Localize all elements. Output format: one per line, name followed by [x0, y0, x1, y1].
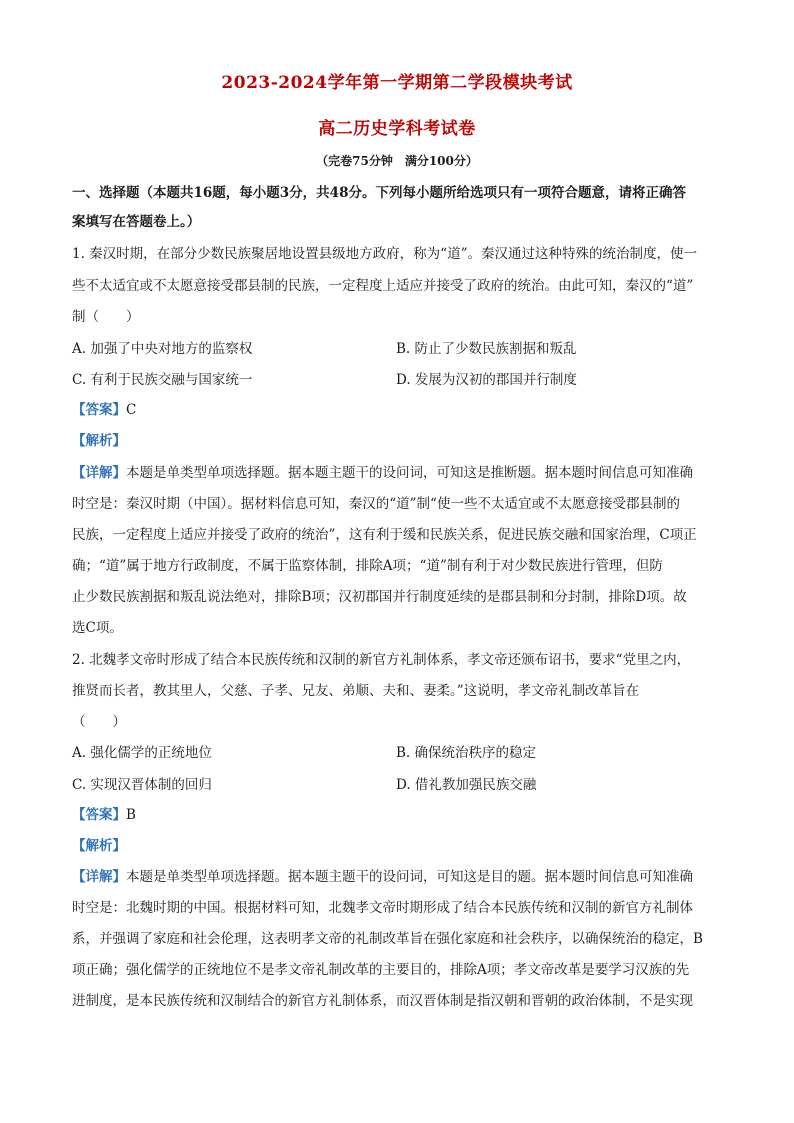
q1-answer-value: C	[126, 402, 137, 418]
q1-option-b: B. 防止了少数民族割据和叛乱	[396, 341, 577, 357]
q1-detail-line4: 确；“道”属于地方行政制度，不属于监察体制，排除A项；“道”制有利于对少数民族进行管理，但防	[72, 558, 663, 574]
exam-subject-title: 高二历史学科考试卷	[318, 119, 476, 139]
q1-detail-line6: 选C项。	[72, 620, 123, 636]
q1-stem-line2: 些不太适宜或不太愿意接受郡县制的民族，一定程度上适应并接受了政府的统治。由此可知，秦汉的“道”	[72, 278, 694, 294]
q1-detail-tag: 【详解】	[72, 465, 126, 481]
q1-answer-tag: 【答案】	[72, 402, 126, 418]
q2-option-c: C. 实现汉晋体制的回归	[72, 777, 212, 793]
q1-detail-line3: 民族，一定程度上适应并接受了政府的统治”，这有利于缓和民族关系，促进民族交融和国家治理，C项正	[72, 527, 697, 543]
q2-detail-line3: 系，并强调了家庭和社会伦理，这表明孝文帝的礼制改革旨在强化家庭和社会秩序，以确保统治的稳定，B	[72, 931, 703, 947]
q2-detail-text1: 本题是单类型单项选择题。据本题主题干的设问词，可知这是目的题。据本题时间信息可知准确	[126, 869, 693, 885]
q1-analysis-tag: 【解析】	[72, 433, 126, 449]
q1-detail-line5: 止少数民族割据和叛乱说法绝对，排除B项；汉初郡国并行制度延续的是郡县制和分封制，排除D项。故	[72, 589, 687, 605]
q2-analysis-tag: 【解析】	[72, 838, 126, 854]
q1-stem-line3: 制（ ）	[72, 309, 140, 325]
exam-duration-score: （完卷75分钟 满分100分）	[316, 154, 478, 168]
exam-title: 2023-2024学年第一学期第二学段模块考试	[221, 73, 573, 93]
q2-stem-line2: 推贤而长者，教其里人，父慈、子孝、兄友、弟顺、夫和、妻柔。”这说明，孝文帝礼制改革旨在	[72, 683, 640, 699]
q2-stem-line3: （ ）	[72, 714, 126, 730]
q2-detail-line1	[72, 868, 693, 886]
q2-answer-tag: 【答案】	[72, 807, 126, 823]
section-heading-line1: 一、选择题（本题共16题，每小题3分，共48分。下列每小题所给选项只有一项符合题意，请将正确答	[72, 185, 686, 201]
section-heading-line2: 案填写在答题卷上。）	[72, 214, 201, 230]
q2-answer	[72, 806, 136, 824]
q2-detail-tag: 【详解】	[72, 869, 126, 885]
q2-option-b: B. 确保统治秩序的稳定	[396, 745, 537, 761]
q1-stem-line1: 1. 秦汉时期，在部分少数民族聚居地设置县级地方政府，称为“道”。秦汉通过这种特殊的统治制度，使一	[72, 246, 697, 262]
q2-detail-line5: 进制度，是本民族传统和汉制结合的新官方礼制体系，而汉晋体制是指汉朝和晋朝的政治体制，不是实现	[72, 993, 693, 1009]
q1-option-d: D. 发展为汉初的郡国并行制度	[396, 372, 577, 388]
q2-detail-line2: 时空是：北魏时期的中国。根据材料可知，北魏孝文帝时期形成了结合本民族传统和汉制的新官方礼制体	[72, 900, 693, 916]
q1-option-c: C. 有利于民族交融与国家统一	[72, 372, 253, 388]
q2-option-d: D. 借礼教加强民族交融	[396, 777, 537, 793]
q1-detail-text1: 本题是单类型单项选择题。据本题主题干的设问词，可知这是推断题。据本题时间信息可知准确	[126, 465, 693, 481]
q2-detail-line4: 项正确；强化儒学的正统地位不是孝文帝礼制改革的主要目的，排除A项；孝文帝改革是要学习汉族的先	[72, 962, 690, 978]
q2-answer-value: B	[126, 807, 136, 823]
q2-stem-line1: 2. 北魏孝文帝时形成了结合本民族传统和汉制的新官方礼制体系，孝文帝还颁布诏书，要求“党里之内，	[72, 652, 691, 668]
q1-option-a: A. 加强了中央对地方的监察权	[72, 341, 253, 357]
q1-detail-line1	[72, 464, 693, 482]
q2-option-a: A. 强化儒学的正统地位	[72, 745, 212, 761]
q1-analysis	[72, 432, 126, 450]
q2-analysis	[72, 837, 126, 855]
q1-detail-line2: 时空是：秦汉时期（中国）。据材料信息可知，秦汉的“道”制“使一些不太适宜或不太愿意接受郡县制的	[72, 496, 680, 512]
q1-answer	[72, 401, 136, 419]
